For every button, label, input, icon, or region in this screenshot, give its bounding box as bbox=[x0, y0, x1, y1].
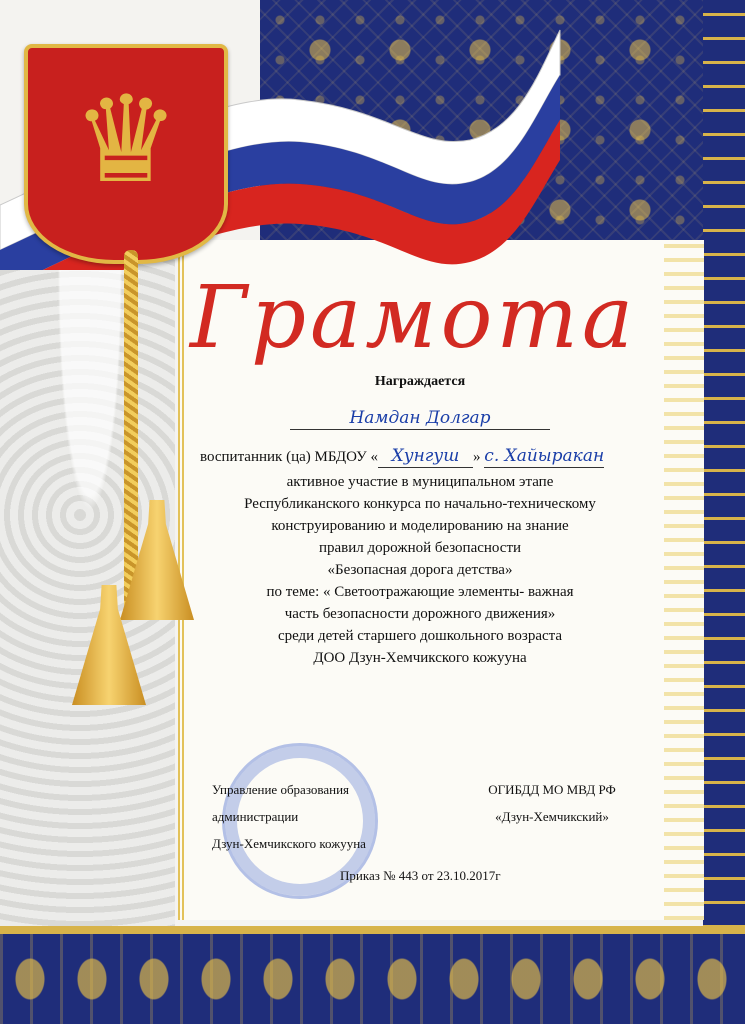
village-name: с. Хайыракан bbox=[484, 446, 605, 466]
signatory-right-line: «Дзун-Хемчикский» bbox=[495, 809, 609, 824]
signatory-left-line: администрации bbox=[212, 809, 299, 824]
body-line: «Безопасная дорога детства» bbox=[327, 562, 513, 578]
recipient-name: Намдан Долгар bbox=[349, 408, 491, 428]
gold-border-bottom bbox=[0, 926, 745, 934]
recipient-line bbox=[180, 408, 660, 430]
body-line: по теме: « Светоотражающие элементы- важная bbox=[266, 584, 574, 600]
awarded-heading: Награждается bbox=[374, 374, 466, 389]
institution-suffix: » bbox=[472, 449, 481, 465]
body-line: часть безопасности дорожного движения» bbox=[284, 606, 556, 622]
body-line: активное участие в муниципальном этапе bbox=[286, 474, 554, 490]
pupil-prefix: воспитанник (ца) МБДОУ « bbox=[200, 449, 378, 465]
body-line: среди детей старшего дошкольного возраста bbox=[277, 628, 563, 644]
body-text bbox=[180, 472, 660, 668]
gold-cord bbox=[124, 250, 138, 610]
gold-border-right bbox=[664, 240, 704, 920]
institution-name: Хунгуш bbox=[391, 446, 460, 466]
coat-of-arms bbox=[24, 44, 228, 264]
institution-line bbox=[200, 446, 670, 468]
signatory-left bbox=[212, 776, 366, 857]
signatory-right bbox=[472, 776, 632, 830]
double-headed-eagle-icon: ♛ bbox=[72, 74, 180, 208]
body-line: правил дорожной безопасности bbox=[318, 540, 522, 556]
body-line: конструированию и моделированию на знание bbox=[271, 518, 569, 534]
body-line: Республиканского конкурса по начально-техническому bbox=[244, 496, 596, 512]
body-line: ДОО Дзун-Хемчикского кожууна bbox=[313, 650, 527, 666]
signatory-left-line: Дзун-Хемчикского кожууна bbox=[212, 836, 366, 851]
signatory-right-line: ОГИБДД МО МВД РФ bbox=[488, 782, 616, 797]
ornamental-band-bottom bbox=[0, 934, 745, 1024]
signatory-left-line: Управление образования bbox=[212, 782, 350, 797]
order-reference: Приказ № 443 от 23.10.2017г bbox=[340, 868, 501, 883]
certificate-title: Грамота bbox=[190, 268, 638, 368]
